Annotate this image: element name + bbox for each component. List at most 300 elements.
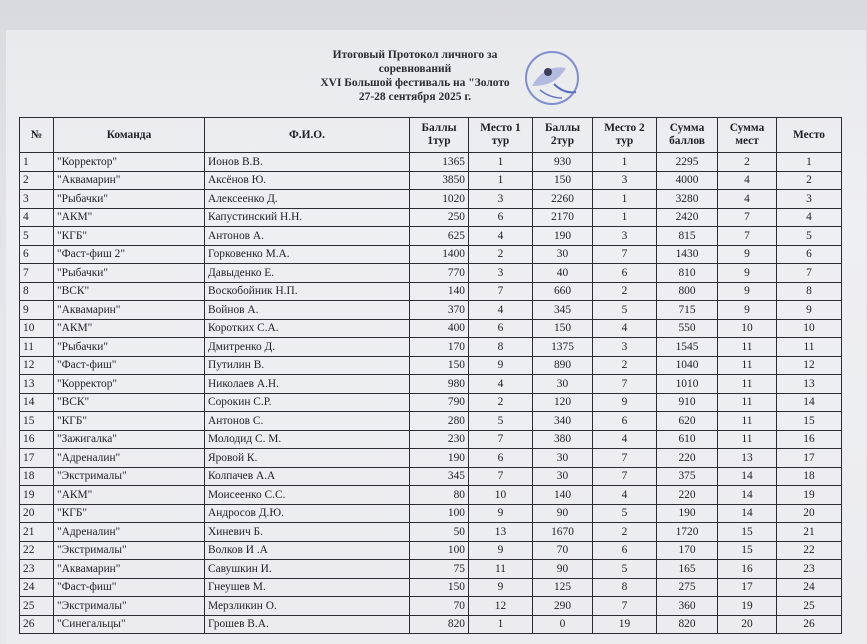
points-total: 190 xyxy=(657,504,718,523)
place-round-2: 6 xyxy=(593,541,657,560)
name-cell: Савушкин И. xyxy=(205,560,410,579)
header-line-2: соревнований xyxy=(378,63,452,75)
final-place: 1 xyxy=(777,153,842,172)
name-cell: Андросов Д.Ю. xyxy=(205,504,410,523)
row-number: 25 xyxy=(20,597,54,616)
place-round-2: 5 xyxy=(593,301,657,320)
points-total: 810 xyxy=(657,264,718,283)
points-round-1: 980 xyxy=(410,375,469,394)
places-sum: 9 xyxy=(718,264,777,283)
row-number: 21 xyxy=(20,523,54,542)
name-cell: Яровой К. xyxy=(205,449,410,468)
final-place: 19 xyxy=(777,486,842,505)
place-round-2: 8 xyxy=(593,578,657,597)
points-round-1: 230 xyxy=(410,430,469,449)
final-place: 20 xyxy=(777,504,842,523)
places-sum: 16 xyxy=(718,560,777,579)
places-sum: 4 xyxy=(718,171,777,190)
table-row xyxy=(20,597,842,616)
final-place: 17 xyxy=(777,449,842,468)
row-number: 24 xyxy=(20,578,54,597)
team-cell: "Экстрималы" xyxy=(54,597,205,616)
points-total: 375 xyxy=(657,467,718,486)
table-row xyxy=(20,282,842,301)
name-cell: Воскобойник Н.П. xyxy=(205,282,410,301)
points-round-1: 170 xyxy=(410,338,469,357)
places-sum: 11 xyxy=(718,430,777,449)
points-round-2: 930 xyxy=(533,153,593,172)
team-cell: "Рыбачки" xyxy=(54,190,205,209)
place-round-2: 3 xyxy=(593,171,657,190)
row-number: 22 xyxy=(20,541,54,560)
places-sum: 9 xyxy=(718,245,777,264)
points-round-2: 90 xyxy=(533,504,593,523)
places-sum: 14 xyxy=(718,486,777,505)
team-cell: "ВСК" xyxy=(54,393,205,412)
name-cell: Ионов В.В. xyxy=(205,153,410,172)
place-round-1: 9 xyxy=(469,504,533,523)
team-cell: "Рыбачки" xyxy=(54,264,205,283)
table-row xyxy=(20,578,842,597)
points-round-1: 3850 xyxy=(410,171,469,190)
points-total: 220 xyxy=(657,449,718,468)
table-row xyxy=(20,264,842,283)
table-row xyxy=(20,319,842,338)
place-round-1: 7 xyxy=(469,467,533,486)
place-round-2: 2 xyxy=(593,356,657,375)
name-cell: Алексеенко Д. xyxy=(205,190,410,209)
team-cell: "Фаст-фиш 2" xyxy=(54,245,205,264)
name-cell: Антонов С. xyxy=(205,412,410,431)
place-round-2: 6 xyxy=(593,264,657,283)
place-round-2: 2 xyxy=(593,282,657,301)
name-cell: Антонов А. xyxy=(205,227,410,246)
team-cell: "Фаст-фиш" xyxy=(54,578,205,597)
points-round-2: 140 xyxy=(533,486,593,505)
team-cell: "КГБ" xyxy=(54,412,205,431)
team-cell: "Адреналин" xyxy=(54,523,205,542)
place-round-1: 5 xyxy=(469,412,533,431)
points-round-2: 190 xyxy=(533,227,593,246)
name-cell: Молодид С. М. xyxy=(205,430,410,449)
places-sum: 11 xyxy=(718,356,777,375)
points-round-2: 1670 xyxy=(533,523,593,542)
place-round-1: 13 xyxy=(469,523,533,542)
place-round-2: 7 xyxy=(593,449,657,468)
table-row xyxy=(20,504,842,523)
table-row xyxy=(20,393,842,412)
place-round-2: 4 xyxy=(593,430,657,449)
name-cell: Гнеушев М. xyxy=(205,578,410,597)
points-round-2: 2170 xyxy=(533,208,593,227)
team-cell: "АКМ" xyxy=(54,208,205,227)
points-total: 610 xyxy=(657,430,718,449)
row-number: 2 xyxy=(20,171,54,190)
final-place: 24 xyxy=(777,578,842,597)
points-round-2: 30 xyxy=(533,467,593,486)
team-cell: "Синегальцы" xyxy=(54,615,205,634)
places-sum: 11 xyxy=(718,393,777,412)
final-place: 13 xyxy=(777,375,842,394)
final-place: 16 xyxy=(777,430,842,449)
row-number: 11 xyxy=(20,338,54,357)
place-round-2: 1 xyxy=(593,208,657,227)
place-round-2: 7 xyxy=(593,245,657,264)
team-cell: "КГБ" xyxy=(54,227,205,246)
team-cell: "ВСК" xyxy=(54,282,205,301)
places-sum: 15 xyxy=(718,541,777,560)
place-round-2: 7 xyxy=(593,597,657,616)
place-round-1: 6 xyxy=(469,208,533,227)
points-round-1: 770 xyxy=(410,264,469,283)
place-round-1: 3 xyxy=(469,190,533,209)
final-place: 25 xyxy=(777,597,842,616)
final-place: 15 xyxy=(777,412,842,431)
place-round-1: 9 xyxy=(469,356,533,375)
points-total: 1720 xyxy=(657,523,718,542)
column-header: № xyxy=(20,118,54,153)
table-row xyxy=(20,486,842,505)
table-row xyxy=(20,245,842,264)
points-round-1: 70 xyxy=(410,597,469,616)
places-sum: 7 xyxy=(718,227,777,246)
place-round-2: 2 xyxy=(593,523,657,542)
row-number: 7 xyxy=(20,264,54,283)
points-round-2: 380 xyxy=(533,430,593,449)
points-round-2: 660 xyxy=(533,282,593,301)
place-round-1: 4 xyxy=(469,301,533,320)
column-header: Ф.И.О. xyxy=(205,118,410,153)
festival-emblem-icon xyxy=(514,48,590,108)
place-round-1: 2 xyxy=(469,393,533,412)
row-number: 15 xyxy=(20,412,54,431)
points-round-2: 30 xyxy=(533,449,593,468)
points-round-2: 1375 xyxy=(533,338,593,357)
table-row xyxy=(20,467,842,486)
place-round-2: 1 xyxy=(593,153,657,172)
table-row xyxy=(20,615,842,634)
table-row xyxy=(20,171,842,190)
row-number: 4 xyxy=(20,208,54,227)
place-round-1: 1 xyxy=(469,153,533,172)
places-sum: 20 xyxy=(718,615,777,634)
final-place: 21 xyxy=(777,523,842,542)
team-cell: "Аквамарин" xyxy=(54,171,205,190)
points-total: 1010 xyxy=(657,375,718,394)
place-round-2: 19 xyxy=(593,615,657,634)
points-round-2: 90 xyxy=(533,560,593,579)
table-row xyxy=(20,208,842,227)
points-round-1: 190 xyxy=(410,449,469,468)
place-round-1: 6 xyxy=(469,319,533,338)
column-header: Место 1 тур xyxy=(469,118,533,153)
table-row xyxy=(20,375,842,394)
points-round-1: 75 xyxy=(410,560,469,579)
places-sum: 15 xyxy=(718,523,777,542)
points-round-1: 250 xyxy=(410,208,469,227)
name-cell: Войнов А. xyxy=(205,301,410,320)
places-sum: 2 xyxy=(718,153,777,172)
row-number: 1 xyxy=(20,153,54,172)
points-round-1: 345 xyxy=(410,467,469,486)
row-number: 14 xyxy=(20,393,54,412)
column-header: Баллы 2тур xyxy=(533,118,593,153)
places-sum: 13 xyxy=(718,449,777,468)
points-total: 165 xyxy=(657,560,718,579)
points-total: 360 xyxy=(657,597,718,616)
name-cell: Дмитренко Д. xyxy=(205,338,410,357)
name-cell: Мерзликин О. xyxy=(205,597,410,616)
final-place: 8 xyxy=(777,282,842,301)
place-round-1: 6 xyxy=(469,449,533,468)
row-number: 12 xyxy=(20,356,54,375)
place-round-1: 1 xyxy=(469,615,533,634)
places-sum: 14 xyxy=(718,467,777,486)
row-number: 26 xyxy=(20,615,54,634)
points-total: 4000 xyxy=(657,171,718,190)
place-round-2: 6 xyxy=(593,412,657,431)
place-round-2: 7 xyxy=(593,467,657,486)
points-total: 3280 xyxy=(657,190,718,209)
team-cell: "Аквамарин" xyxy=(54,560,205,579)
place-round-1: 10 xyxy=(469,486,533,505)
points-total: 1430 xyxy=(657,245,718,264)
points-round-1: 50 xyxy=(410,523,469,542)
team-cell: "Аквамарин" xyxy=(54,301,205,320)
table-row xyxy=(20,356,842,375)
final-place: 23 xyxy=(777,560,842,579)
name-cell: Сорокин С.Р. xyxy=(205,393,410,412)
place-round-2: 3 xyxy=(593,338,657,357)
row-number: 19 xyxy=(20,486,54,505)
name-cell: Волков И .А xyxy=(205,541,410,560)
place-round-1: 9 xyxy=(469,541,533,560)
column-header: Место 2 тур xyxy=(593,118,657,153)
points-total: 715 xyxy=(657,301,718,320)
points-round-1: 150 xyxy=(410,578,469,597)
name-cell: Николаев А.Н. xyxy=(205,375,410,394)
final-place: 6 xyxy=(777,245,842,264)
team-cell: "Адреналин" xyxy=(54,449,205,468)
team-cell: "КГБ" xyxy=(54,504,205,523)
points-round-1: 100 xyxy=(410,504,469,523)
places-sum: 19 xyxy=(718,597,777,616)
place-round-1: 12 xyxy=(469,597,533,616)
points-round-2: 70 xyxy=(533,541,593,560)
place-round-1: 9 xyxy=(469,578,533,597)
table-row xyxy=(20,227,842,246)
row-number: 17 xyxy=(20,449,54,468)
points-round-2: 150 xyxy=(533,319,593,338)
row-number: 16 xyxy=(20,430,54,449)
place-round-2: 4 xyxy=(593,319,657,338)
place-round-2: 5 xyxy=(593,504,657,523)
place-round-2: 5 xyxy=(593,560,657,579)
name-cell: Путилин В. xyxy=(205,356,410,375)
place-round-1: 8 xyxy=(469,338,533,357)
table-body xyxy=(20,153,842,634)
row-number: 23 xyxy=(20,560,54,579)
points-total: 2295 xyxy=(657,153,718,172)
row-number: 20 xyxy=(20,504,54,523)
place-round-1: 11 xyxy=(469,560,533,579)
final-place: 12 xyxy=(777,356,842,375)
table-header-row xyxy=(20,118,842,153)
points-round-1: 625 xyxy=(410,227,469,246)
points-total: 550 xyxy=(657,319,718,338)
final-place: 26 xyxy=(777,615,842,634)
name-cell: Грошев В.А. xyxy=(205,615,410,634)
points-round-2: 2260 xyxy=(533,190,593,209)
points-round-2: 30 xyxy=(533,245,593,264)
places-sum: 11 xyxy=(718,338,777,357)
places-sum: 14 xyxy=(718,504,777,523)
points-round-2: 40 xyxy=(533,264,593,283)
points-round-1: 820 xyxy=(410,615,469,634)
points-round-2: 345 xyxy=(533,301,593,320)
final-place: 9 xyxy=(777,301,842,320)
team-cell: "Фаст-фиш" xyxy=(54,356,205,375)
table-row xyxy=(20,153,842,172)
final-place: 5 xyxy=(777,227,842,246)
team-cell: "АКМ" xyxy=(54,486,205,505)
table-row xyxy=(20,449,842,468)
places-sum: 9 xyxy=(718,282,777,301)
team-cell: "АКМ" xyxy=(54,319,205,338)
points-round-1: 1365 xyxy=(410,153,469,172)
place-round-2: 1 xyxy=(593,190,657,209)
points-round-2: 30 xyxy=(533,375,593,394)
row-number: 18 xyxy=(20,467,54,486)
row-number: 10 xyxy=(20,319,54,338)
places-sum: 11 xyxy=(718,375,777,394)
place-round-1: 4 xyxy=(469,227,533,246)
points-total: 275 xyxy=(657,578,718,597)
column-header: Баллы 1тур xyxy=(410,118,469,153)
table-row xyxy=(20,523,842,542)
header-line-4: 27-28 сентября 2025 г. xyxy=(358,91,472,103)
points-round-2: 150 xyxy=(533,171,593,190)
points-round-1: 790 xyxy=(410,393,469,412)
place-round-1: 7 xyxy=(469,282,533,301)
final-place: 18 xyxy=(777,467,842,486)
place-round-1: 4 xyxy=(469,375,533,394)
points-round-1: 1020 xyxy=(410,190,469,209)
name-cell: Хиневич Б. xyxy=(205,523,410,542)
team-cell: "Рыбачки" xyxy=(54,338,205,357)
name-cell: Коротких С.А. xyxy=(205,319,410,338)
final-place: 14 xyxy=(777,393,842,412)
table-row xyxy=(20,412,842,431)
table-row xyxy=(20,338,842,357)
name-cell: Давыденко Е. xyxy=(205,264,410,283)
points-round-2: 0 xyxy=(533,615,593,634)
column-header: Сумма мест xyxy=(718,118,777,153)
place-round-2: 9 xyxy=(593,393,657,412)
points-total: 820 xyxy=(657,615,718,634)
points-round-2: 120 xyxy=(533,393,593,412)
places-sum: 17 xyxy=(718,578,777,597)
points-round-2: 125 xyxy=(533,578,593,597)
points-round-1: 100 xyxy=(410,541,469,560)
places-sum: 9 xyxy=(718,301,777,320)
header-line-3: XVI Большой фестиваль на "Золото xyxy=(320,77,510,89)
place-round-1: 7 xyxy=(469,430,533,449)
final-place: 10 xyxy=(777,319,842,338)
row-number: 13 xyxy=(20,375,54,394)
place-round-1: 1 xyxy=(469,171,533,190)
place-round-1: 2 xyxy=(469,245,533,264)
table-row xyxy=(20,560,842,579)
points-round-2: 290 xyxy=(533,597,593,616)
team-cell: "Корректор" xyxy=(54,375,205,394)
final-place: 22 xyxy=(777,541,842,560)
column-header: Команда xyxy=(54,118,205,153)
points-total: 620 xyxy=(657,412,718,431)
place-round-1: 3 xyxy=(469,264,533,283)
table-row xyxy=(20,301,842,320)
row-number: 8 xyxy=(20,282,54,301)
header-line-1: Итоговый Протокол личного за xyxy=(332,49,498,61)
final-place: 11 xyxy=(777,338,842,357)
team-cell: "Зажигалка" xyxy=(54,430,205,449)
points-round-1: 140 xyxy=(410,282,469,301)
name-cell: Моисеенко С.С. xyxy=(205,486,410,505)
points-round-1: 400 xyxy=(410,319,469,338)
points-round-1: 150 xyxy=(410,356,469,375)
points-round-1: 1400 xyxy=(410,245,469,264)
final-place: 2 xyxy=(777,171,842,190)
name-cell: Горковенко М.А. xyxy=(205,245,410,264)
points-total: 910 xyxy=(657,393,718,412)
place-round-2: 4 xyxy=(593,486,657,505)
points-total: 170 xyxy=(657,541,718,560)
places-sum: 4 xyxy=(718,190,777,209)
points-total: 1040 xyxy=(657,356,718,375)
points-total: 1545 xyxy=(657,338,718,357)
points-round-1: 280 xyxy=(410,412,469,431)
final-place: 4 xyxy=(777,208,842,227)
places-sum: 11 xyxy=(718,412,777,431)
points-round-1: 80 xyxy=(410,486,469,505)
points-total: 220 xyxy=(657,486,718,505)
final-place: 3 xyxy=(777,190,842,209)
table-row xyxy=(20,190,842,209)
results-table xyxy=(19,117,842,634)
points-total: 2420 xyxy=(657,208,718,227)
place-round-2: 3 xyxy=(593,227,657,246)
row-number: 9 xyxy=(20,301,54,320)
table-row xyxy=(20,541,842,560)
row-number: 3 xyxy=(20,190,54,209)
points-round-2: 340 xyxy=(533,412,593,431)
column-header: Сумма баллов xyxy=(657,118,718,153)
row-number: 6 xyxy=(20,245,54,264)
team-cell: "Экстрималы" xyxy=(54,467,205,486)
column-header: Место xyxy=(777,118,842,153)
places-sum: 7 xyxy=(718,208,777,227)
name-cell: Колпачев А.А xyxy=(205,467,410,486)
row-number: 5 xyxy=(20,227,54,246)
points-round-2: 890 xyxy=(533,356,593,375)
team-cell: "Корректор" xyxy=(54,153,205,172)
place-round-2: 7 xyxy=(593,375,657,394)
table-row xyxy=(20,430,842,449)
team-cell: "Экстрималы" xyxy=(54,541,205,560)
name-cell: Капустинский Н.Н. xyxy=(205,208,410,227)
points-total: 815 xyxy=(657,227,718,246)
points-total: 800 xyxy=(657,282,718,301)
